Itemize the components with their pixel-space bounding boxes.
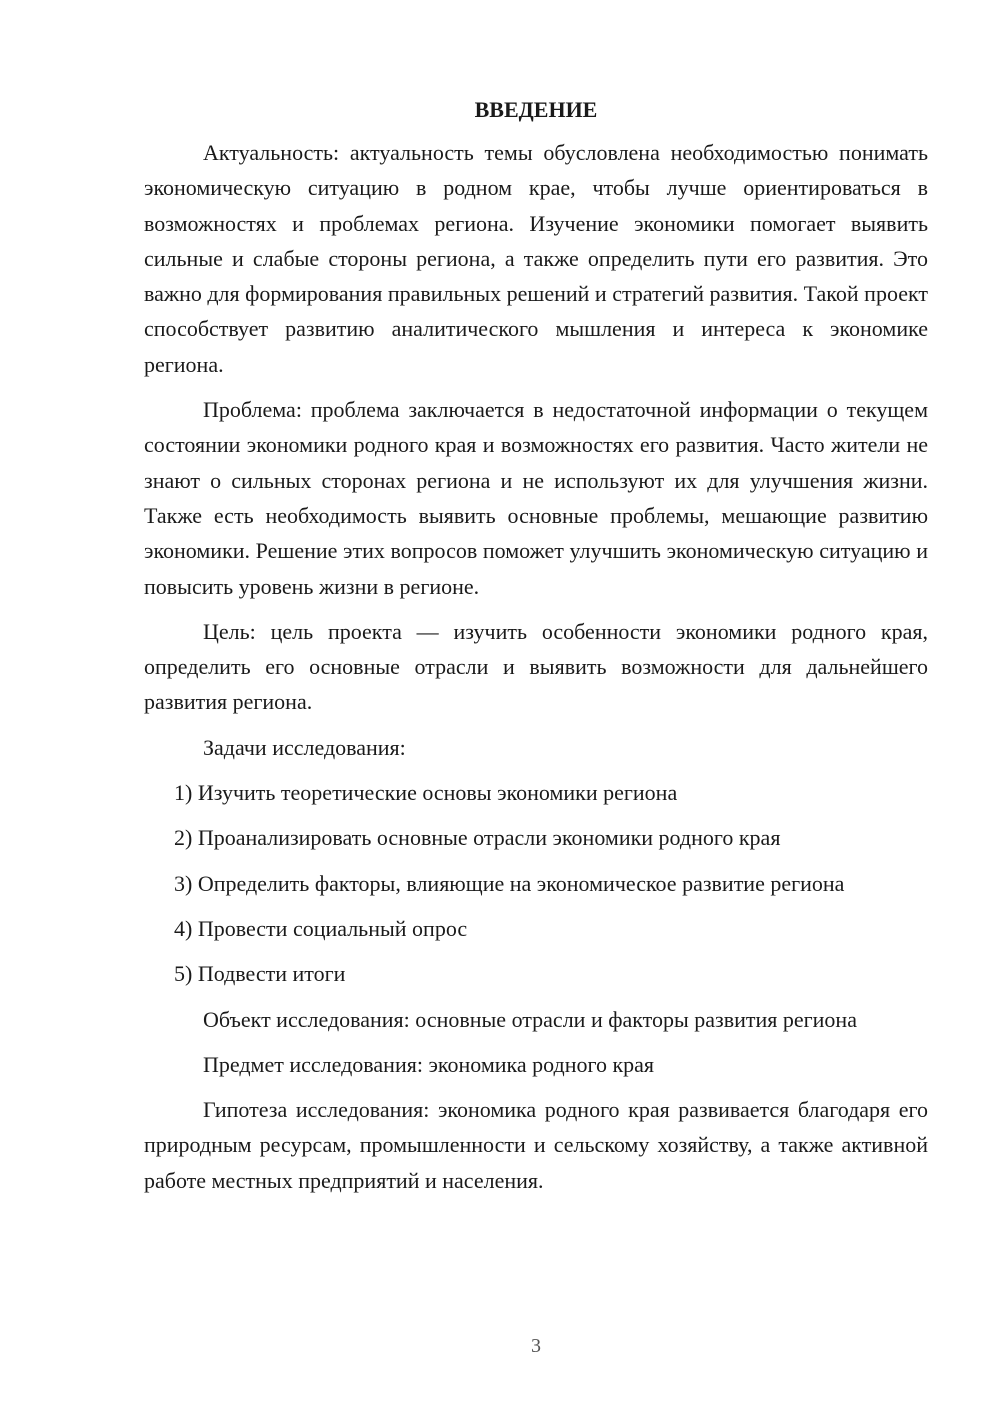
subject-paragraph: Предмет исследования: экономика родного края — [203, 1051, 655, 1077]
task-item-5: 5) Подвести итоги — [174, 961, 346, 987]
hypothesis-paragraph: Гипотеза исследования: экономика родного края развивается благодаря его природным ресурсам, промышленности и сельскому хозяйству, а также активной работе местных предприятий и населения. — [144, 1097, 928, 1193]
relevance-paragraph: Актуальность: актуальность темы обусловлена необходимостью понимать экономическую ситуацию в родном крае, чтобы лучше ориентироваться в возможностях и проблемах региона. Изучение экономики помогает выявить сильные и слабые стороны региона, а также определить пути его развития. Это важно для формирования правильных решений и стратегий развития. Такой проект способствует развитию аналитического мышления и интереса к экономике региона. — [144, 140, 928, 377]
goal-paragraph: Цель: цель проекта — изучить особенности экономики родного края, определить его основные отрасли и выявить возможности для дальнейшего развития региона. — [144, 618, 928, 715]
problem-paragraph: Проблема: проблема заключается в недостаточной информации о текущем состоянии экономики родного края и возможностях его развития. Часто жители не знают о сильных сторонах региона и не используют их для улучшения жизни. Также есть необходимость выявить основные проблемы, мешающие развитию экономики. Решение этих вопросов поможет улучшить экономическую ситуацию и повысить уровень жизни в регионе. — [144, 397, 928, 599]
task-item-2: 2) Проанализировать основные отрасли экономики родного края — [174, 825, 781, 851]
task-item-4: 4) Провести социальный опрос — [174, 915, 468, 941]
page-number: 3 — [531, 1335, 541, 1357]
section-title: ВВЕДЕНИЕ — [474, 97, 598, 122]
tasks-heading: Задачи исследования: — [203, 734, 406, 760]
object-paragraph: Объект исследования: основные отрасли и факторы развития региона — [203, 1006, 857, 1032]
task-item-3: 3) Определить факторы, влияющие на экономическое развитие региона — [174, 870, 845, 896]
task-item-1: 1) Изучить теоретические основы экономики региона — [174, 780, 678, 806]
page-content — [144, 92, 928, 1198]
